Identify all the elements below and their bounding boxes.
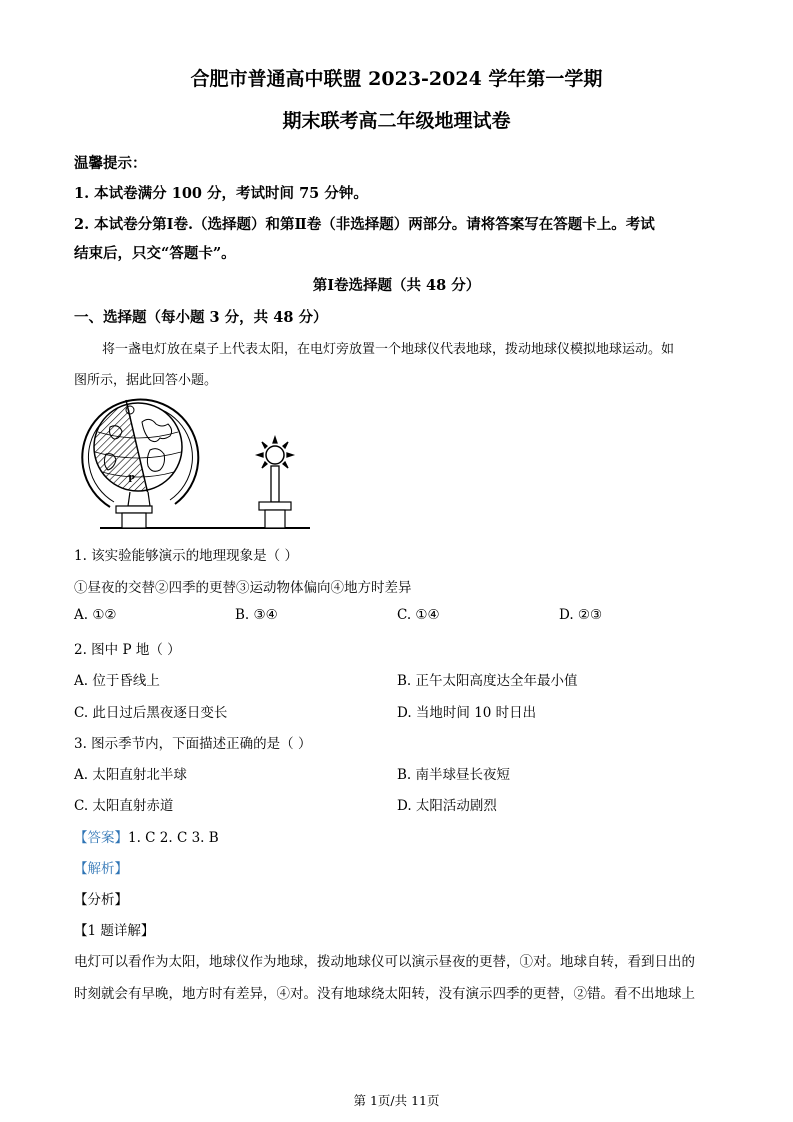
analysis-label: 【解析】 (74, 861, 128, 877)
label-p: P (128, 475, 135, 485)
notice-item-1: 1. 本试卷满分 100 分，考试时间 75 分钟。 (74, 185, 368, 202)
answer-line (74, 826, 219, 846)
question-3-option-a: A. 太阳直射北半球 (74, 767, 187, 783)
intro-line1: 将一盏电灯放在桌子上代表太阳，在电灯旁放置一个地球仪代表地球，拨动地球仪模拟地球运动。如 (102, 342, 675, 357)
question-1-option-a: A. ①② (74, 607, 117, 623)
question-2-option-b: B. 正午太阳高度达全年最小值 (397, 673, 578, 689)
question-2-option-a: A. 位于昏线上 (74, 673, 160, 689)
answer-values: 1. C 2. C 3. B (128, 830, 219, 846)
question-3-stem: 3. 图示季节内，下面描述正确的是（ ） (74, 736, 312, 752)
page-title-line2: 期末联考高二年级地理试卷 (282, 110, 511, 132)
page-footer: 第 1页/共 11页 (353, 1093, 440, 1108)
question-3-option-b: B. 南半球昼长夜短 (397, 767, 511, 783)
question-3-option-c: C. 太阳直射赤道 (74, 798, 174, 814)
part-title: 第Ⅰ卷选择题（共 48 分） (312, 277, 481, 294)
question-1-stem: 1. 该实验能够演示的地理现象是（ ） (74, 548, 298, 564)
question-1-option-b: B. ③④ (235, 607, 278, 623)
answer-label: 【答案】 (74, 830, 128, 846)
question-2-stem: 2. 图中 P 地（ ） (74, 642, 181, 658)
fenxi-label: 【分析】 (74, 892, 128, 908)
notice-item-2-line1: 2. 本试卷分第Ⅰ卷.（选择题）和第Ⅱ卷（非选择题）两部分。请将答案写在答题卡上。考试 (74, 216, 655, 233)
question-1-option-c: C. ①④ (397, 607, 440, 623)
intro-line2: 图所示，据此回答小题。 (74, 373, 218, 388)
question-2-option-d: D. 当地时间 10 时日出 (397, 705, 537, 721)
page-title-line1: 合肥市普通高中联盟 2023-2024 学年第一学期 (190, 68, 603, 90)
globe-lamp-figure (70, 392, 320, 534)
notice-heading: 温馨提示： (74, 155, 147, 172)
section-heading: 一、选择题（每小题 3 分，共 48 分） (74, 309, 328, 326)
globe (94, 400, 182, 494)
notice-item-2-line2: 结束后，只交“答题卡”。 (74, 245, 236, 262)
detail-line1: 电灯可以看作为太阳，地球仪作为地球，拨动地球仪可以演示昼夜的更替，①对。地球自转，看到日出的 (74, 954, 695, 970)
detail-heading: 【1 题详解】 (74, 923, 155, 939)
question-2-option-c: C. 此日过后黑夜逐日变长 (74, 705, 228, 721)
question-3-option-d: D. 太阳活动剧烈 (397, 798, 497, 814)
question-1-extra: ①昼夜的交替②四季的更替③运动物体偏向④地方时差异 (74, 580, 412, 596)
question-1-option-d: D. ②③ (559, 607, 603, 623)
detail-line2: 时刻就会有早晚，地方时有差异，④对。没有地球绕太阳转，没有演示四季的更替，②错。看不出地球上 (74, 986, 695, 1002)
